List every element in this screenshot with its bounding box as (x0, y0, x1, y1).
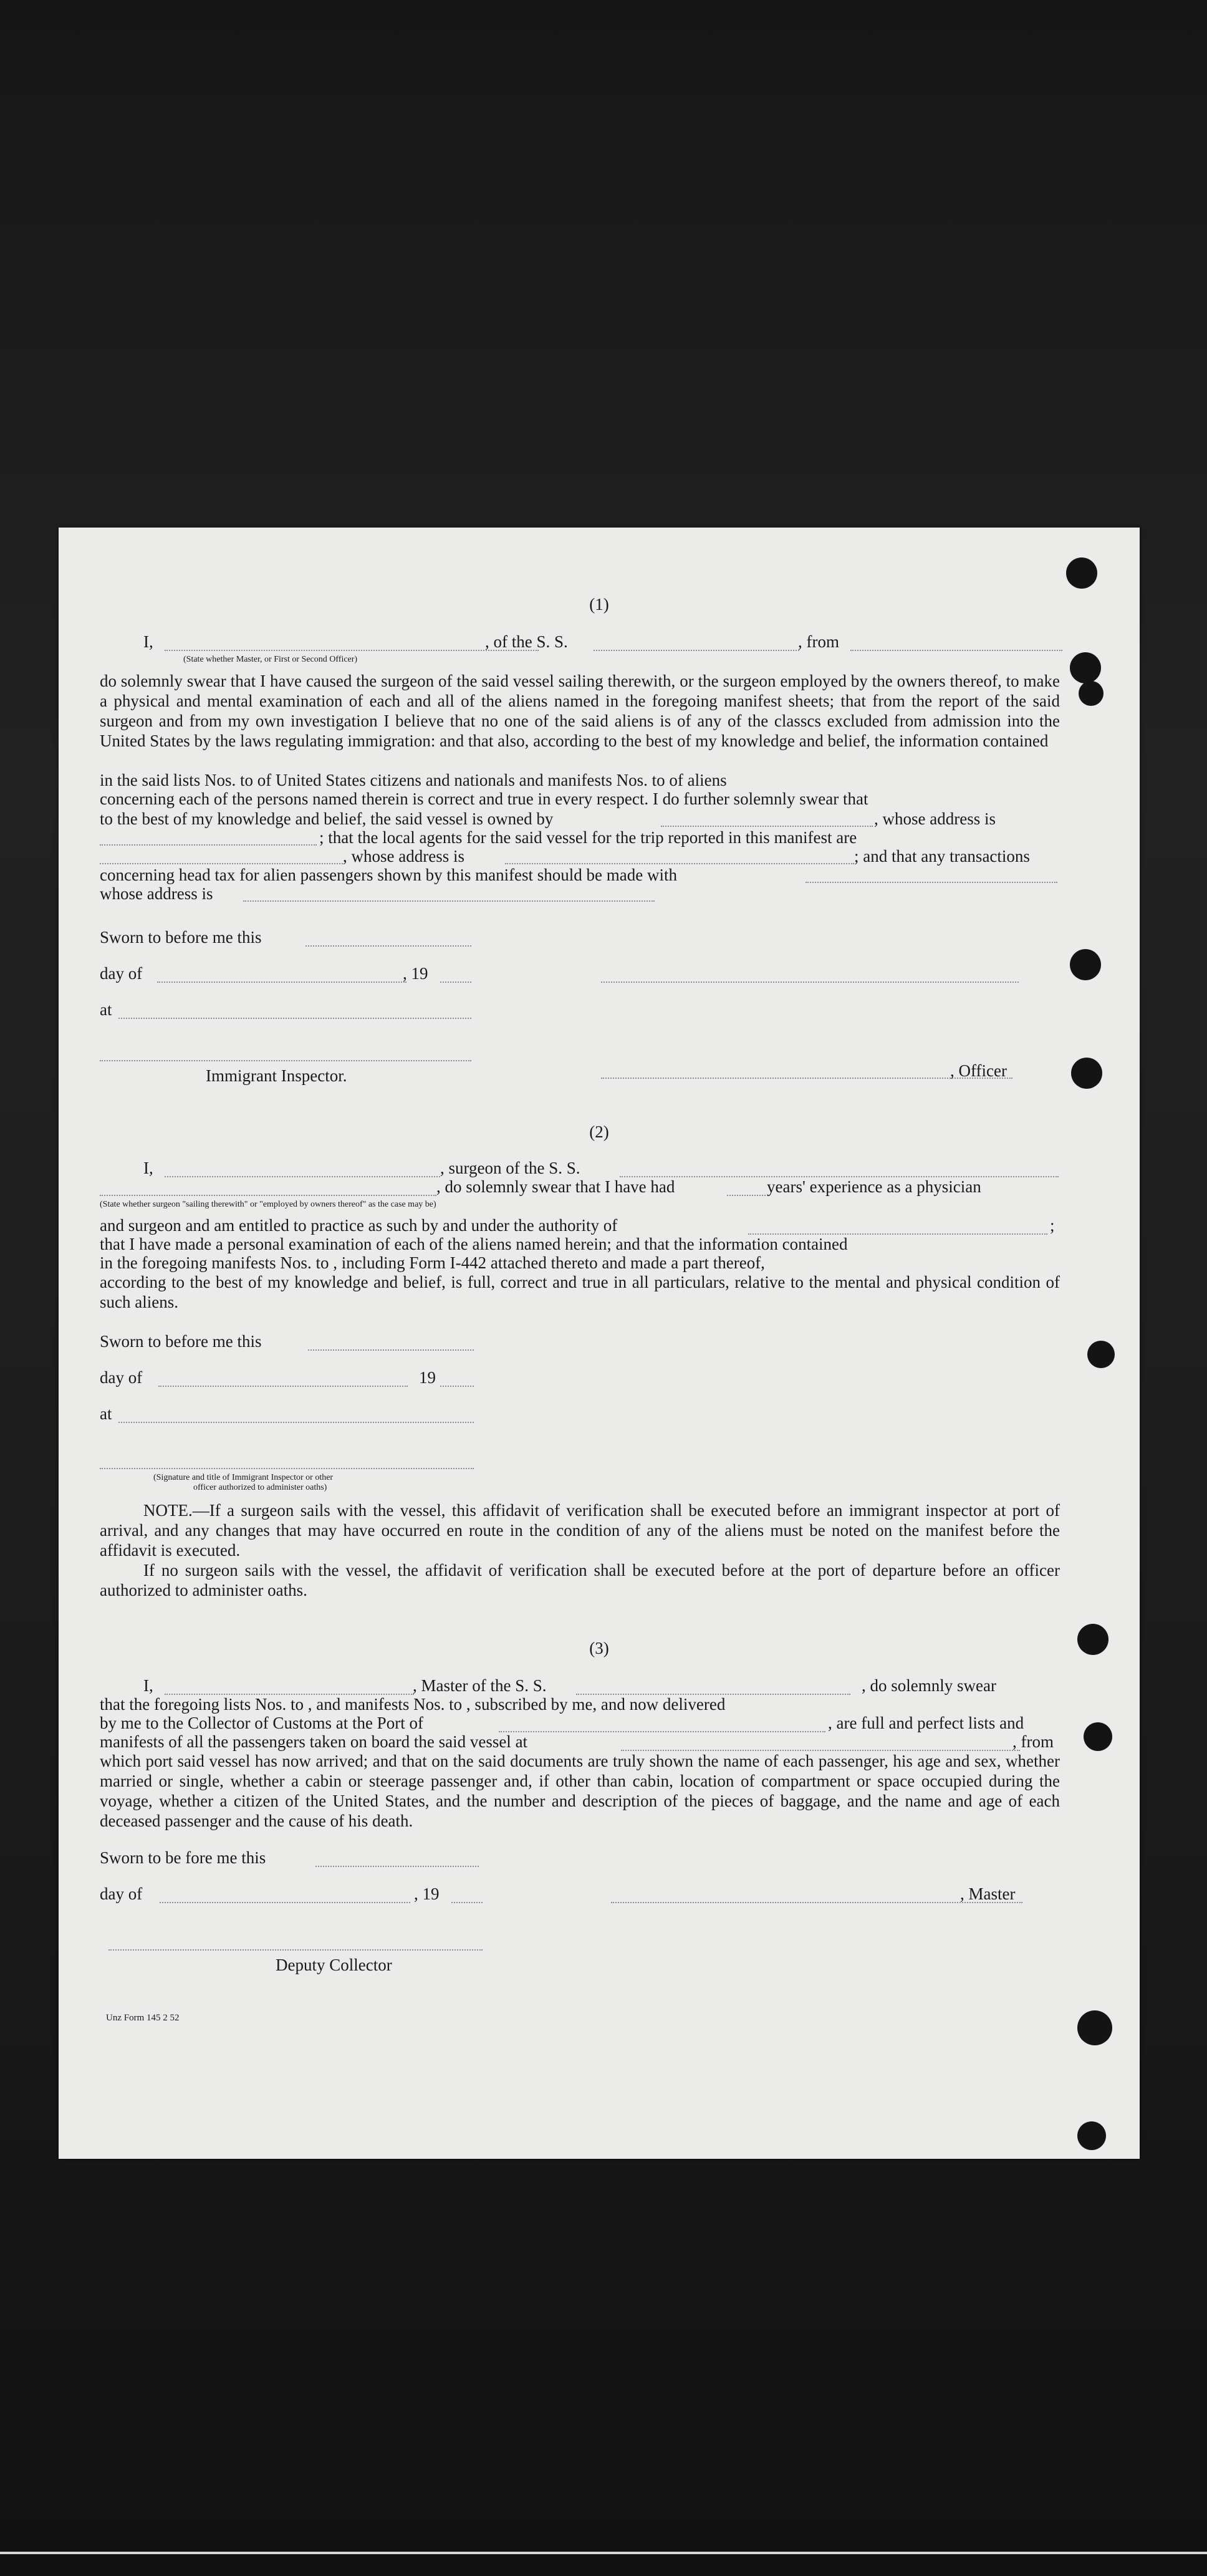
s2-body3: according to the best of my knowledge and belief, is full, correct and true in all particulars, relative to the mental and physical condition of such aliens. (100, 1273, 1060, 1311)
s1-lists-line: in the said lists Nos. to of United States citizens and nationals and manifests Nos. to of aliens (100, 771, 727, 789)
s1-at-field (118, 1018, 471, 1019)
s1-officer-signature-field (601, 982, 1019, 983)
s2-sworn-field (308, 1349, 474, 1351)
punch-hole (1071, 1058, 1102, 1089)
s1-whose-address-2: , whose address is (343, 847, 464, 866)
s2-inspector-signature-field (100, 1468, 474, 1469)
s1-officer-field (165, 650, 539, 651)
s1-vessel-field (594, 650, 799, 651)
s3-master-label: , Master (960, 1884, 1016, 1903)
punch-hole (1084, 1722, 1112, 1751)
s2-at-field (118, 1422, 474, 1423)
form-number: Unz Form 145 2 52 (106, 2013, 180, 2023)
s2-sworn: Sworn to before me this (100, 1332, 262, 1351)
s1-year-field (440, 982, 471, 983)
s3-deputy-collector: Deputy Collector (276, 1956, 392, 1974)
s1-at: at (100, 1000, 112, 1019)
s1-owner-field (661, 826, 873, 827)
s2-surgeon-of: , surgeon of the S. S. (440, 1159, 580, 1177)
s2-semicolon: ; (1050, 1216, 1055, 1235)
s2-manifests-line: in the foregoing manifests Nos. to , including Form I-442 attached thereto and made a part thereof, (100, 1253, 765, 1272)
section-1-number: (1) (589, 595, 609, 614)
s1-year: , 19 (403, 964, 428, 983)
s1-transactions: ; and that any transactions (854, 847, 1030, 866)
punch-hole (1079, 681, 1104, 706)
punch-hole (1070, 652, 1101, 683)
frame-border (0, 2552, 1207, 2554)
s2-do-swear: , do solemnly swear that I have had (436, 1177, 675, 1196)
s3-manifests-line: manifests of all the passengers taken on board the said vessel at (100, 1732, 528, 1751)
s1-local-agents: ; that the local agents for the said vessel for the trip reported in this manifest are (319, 828, 857, 847)
s2-year-field (440, 1386, 474, 1387)
s3-master-of: , Master of the S. S. (413, 1676, 547, 1695)
s3-i-label: I, (143, 1676, 153, 1695)
s3-from: , from (1012, 1732, 1054, 1751)
s1-agents-field (100, 863, 343, 864)
s1-head-tax-field (805, 882, 1057, 883)
s1-day-field (157, 982, 406, 983)
s1-body: do solemnly swear that I have caused the surgeon of the said vessel sailing therewith, or the surgeon employed by the owners thereof, to make a physical and mental examination of each and all of the aliens named in the foregoing manifest sheets; that from the report of the said surgeon and from my own investigation I believe that no one of the said aliens is of any of the classcs excluded from admission into the United States by the laws regulating immigration: and that also, according to the best of my knowledge and belief, the information contained (100, 672, 1060, 750)
s1-sworn-field (305, 945, 471, 947)
s1-inspector-signature-field (100, 1060, 471, 1061)
s1-whose-address: , whose address is (874, 809, 996, 828)
s1-owned-line: to the best of my knowledge and belief, the said vessel is owned by (100, 809, 554, 828)
s1-i-label: I, (143, 632, 153, 651)
punch-hole (1070, 949, 1101, 980)
s3-day-of: day of (100, 1884, 143, 1903)
s3-lists-line: that the foregoing lists Nos. to , and manifests Nos. to , subscribed by me, and now delivered (100, 1695, 726, 1714)
s3-day-field (160, 1902, 410, 1903)
s3-sworn: Sworn to be fore me this (100, 1848, 266, 1867)
s3-collector-signature-field (108, 1949, 483, 1951)
section-3-number: (3) (589, 1639, 609, 1657)
s1-body2: concerning each of the persons named therein is correct and true in every respect. I do further solemnly swear that (100, 789, 868, 808)
s2-i-label: I, (143, 1159, 153, 1177)
s1-head-tax: concerning head tax for alien passengers shown by this manifest should be made with (100, 866, 678, 884)
s2-surgeon-note: (State whether surgeon "sailing therewith" or "employed by owners thereof" as the case may be) (100, 1200, 436, 1209)
s2-signature-note-1: (Signature and title of Immigrant Inspector or other (153, 1473, 334, 1482)
s2-years-field (727, 1195, 766, 1196)
s1-immigrant-inspector: Immigrant Inspector. (206, 1066, 347, 1085)
s1-from-label: , from (798, 632, 839, 651)
s3-year: , 19 (414, 1884, 440, 1903)
s2-surgeon-name-field (165, 1176, 440, 1177)
s1-officer-label: , Officer (950, 1061, 1007, 1080)
s3-year-field (451, 1902, 483, 1903)
s1-day-of: day of (100, 964, 143, 983)
s2-years-exp: years' experience as a physician (767, 1177, 981, 1196)
s3-sworn-field (315, 1866, 479, 1867)
s2-at: at (100, 1404, 112, 1423)
s3-full-perfect: , are full and perfect lists and (828, 1714, 1024, 1732)
s2-day-of: day of (100, 1368, 143, 1387)
s3-do-swear: , do solemnly swear (862, 1676, 996, 1695)
s1-officer-note: (State whether Master, or First or Second Officer) (183, 655, 358, 664)
punch-hole (1066, 557, 1097, 589)
s2-surgeon-type-field (100, 1195, 436, 1196)
s1-whose-address-3: whose address is (100, 884, 213, 903)
manifest-affidavit-page (59, 528, 1140, 2159)
s1-sworn: Sworn to before me this (100, 928, 262, 947)
s2-day-field (158, 1386, 408, 1387)
s2-note-1: NOTE.—If a surgeon sails with the vessel, this affidavit of verification shall be executed before an immigrant inspector at port of arrival, and any changes that may have occurred en route in the condition of any of the aliens must be noted on the manifest before the affidavit is executed. (100, 1501, 1060, 1560)
s2-body: and surgeon and am entitled to practice as such by and under the authority of (100, 1216, 618, 1235)
s3-collector-line: by me to the Collector of Customs at the Port of (100, 1714, 423, 1732)
punch-hole (1087, 1341, 1115, 1368)
punch-hole (1077, 2121, 1106, 2150)
s2-body2: that I have made a personal examination of each of the aliens named herein; and that the information contained (100, 1235, 848, 1253)
s3-port-field (499, 1731, 825, 1732)
s1-owner-address-field (100, 844, 317, 846)
s2-note-2: If no surgeon sails with the vessel, the affidavit of verification shall be executed before at the port of departure before an officer authorized to administer oaths. (100, 1561, 1060, 1599)
section-2-number: (2) (589, 1122, 609, 1141)
s2-signature-note-2: officer authorized to administer oaths) (193, 1483, 327, 1492)
s3-body: which port said vessel has now arrived; and that on the said documents are truly shown the name of each passenger, his age and sex, whether married or single, whether a cabin or steerage passenger and, if other than cabin, location of compartment or space occupied during the voyage, whether a citizen of the United States, and the number and description of the pieces of baggage, and the name and age of each deceased passenger and the cause of his death. (100, 1752, 1060, 1830)
punch-hole (1077, 2010, 1112, 2045)
s1-head-tax-address-field (243, 900, 655, 902)
s2-year: 19 (419, 1368, 436, 1387)
s1-from-field (850, 650, 1062, 651)
s1-of-the-ss: , of the S. S. (485, 632, 568, 651)
s1-agents-address-field (505, 863, 854, 864)
